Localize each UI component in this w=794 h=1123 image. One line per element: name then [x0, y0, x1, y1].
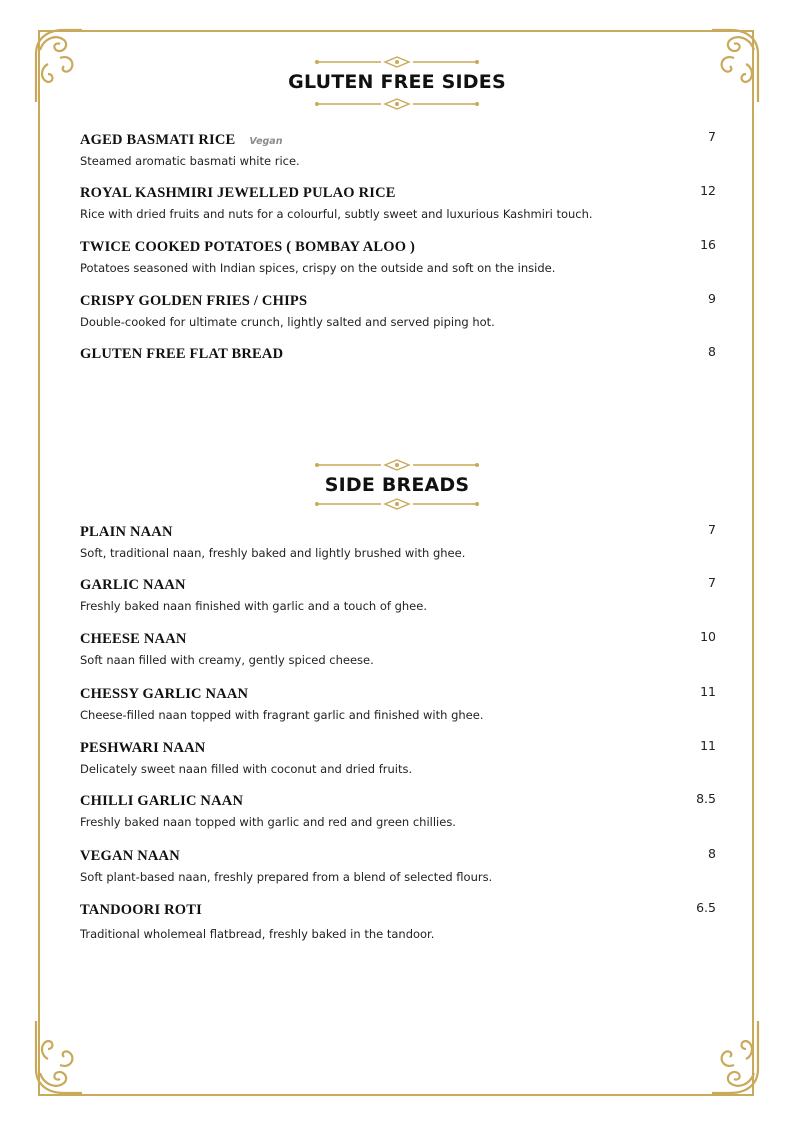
item-description: Double-cooked for ultimate crunch, lightly salted and served piping hot. [80, 315, 495, 329]
menu-item [80, 577, 716, 613]
menu-item [80, 524, 716, 560]
item-name: ROYAL KASHMIRI JEWELLED PULAO RICE [80, 185, 396, 201]
corner-ornament-bottom-left [30, 1019, 84, 1099]
menu-item [80, 185, 716, 221]
menu-item [80, 686, 716, 722]
divider-ornament [315, 498, 479, 510]
item-price: 11 [700, 684, 716, 699]
item-price: 12 [700, 183, 716, 198]
item-description: Soft plant-based naan, freshly prepared from a blend of selected flours. [80, 870, 493, 884]
item-description: Freshly baked naan finished with garlic and a touch of ghee. [80, 599, 427, 613]
menu-item [80, 902, 716, 941]
item-price: 11 [700, 738, 716, 753]
item-description: Soft, traditional naan, freshly baked and lightly brushed with ghee. [80, 546, 466, 560]
item-price: 8.5 [696, 791, 716, 806]
item-description: Rice with dried fruits and nuts for a colourful, subtly sweet and luxurious Kashmiri touch. [80, 207, 593, 221]
divider-ornament [315, 459, 479, 471]
item-price: 7 [708, 129, 716, 144]
menu-item [80, 848, 716, 884]
menu-item [80, 239, 716, 275]
corner-ornament-bottom-right [710, 1019, 764, 1099]
divider-ornament [315, 56, 479, 68]
item-price: 7 [708, 522, 716, 537]
item-name: CRISPY GOLDEN FRIES / CHIPS [80, 293, 308, 309]
menu-item [80, 793, 716, 829]
item-name: PLAIN NAAN [80, 524, 173, 540]
divider-ornament [315, 98, 479, 110]
item-price: 7 [708, 575, 716, 590]
item-description: Steamed aromatic basmati white rice. [80, 154, 300, 168]
menu-item [80, 293, 716, 329]
section-title: GLUTEN FREE SIDES [288, 71, 506, 93]
item-name: PESHWARI NAAN [80, 740, 206, 756]
item-description: Soft naan filled with creamy, gently spiced cheese. [80, 653, 374, 667]
section-title: SIDE BREADS [324, 474, 470, 496]
item-description: Potatoes seasoned with Indian spices, crispy on the outside and soft on the inside. [80, 261, 556, 275]
item-name: TANDOORI ROTI [80, 902, 202, 918]
menu-item [80, 346, 716, 363]
item-price: 9 [708, 291, 716, 306]
menu-item [80, 740, 716, 776]
item-name: TWICE COOKED POTATOES ( BOMBAY ALOO ) [80, 239, 416, 255]
item-price: 10 [700, 629, 716, 644]
item-description: Freshly baked naan topped with garlic and red and green chillies. [80, 815, 456, 829]
item-name: CHILLI GARLIC NAAN [80, 793, 244, 809]
item-price: 8 [708, 846, 716, 861]
item-name: VEGAN NAAN [80, 848, 180, 864]
item-price: 6.5 [696, 900, 716, 915]
item-name: CHESSY GARLIC NAAN [80, 686, 249, 702]
item-description: Cheese-filled naan topped with fragrant garlic and finished with ghee. [80, 708, 484, 722]
item-name: CHEESE NAAN [80, 631, 187, 647]
menu-item [80, 131, 716, 168]
vegan-tag: Vegan [249, 136, 283, 147]
item-description: Delicately sweet naan filled with coconut and dried fruits. [80, 762, 413, 776]
item-name: GARLIC NAAN [80, 577, 186, 593]
item-name: AGED BASMATI RICE [80, 132, 236, 148]
item-price: 8 [708, 344, 716, 359]
item-price: 16 [700, 237, 716, 252]
menu-item [80, 631, 716, 667]
item-description: Traditional wholemeal flatbread, freshly baked in the tandoor. [80, 927, 435, 941]
item-name: GLUTEN FREE FLAT BREAD [80, 346, 284, 362]
